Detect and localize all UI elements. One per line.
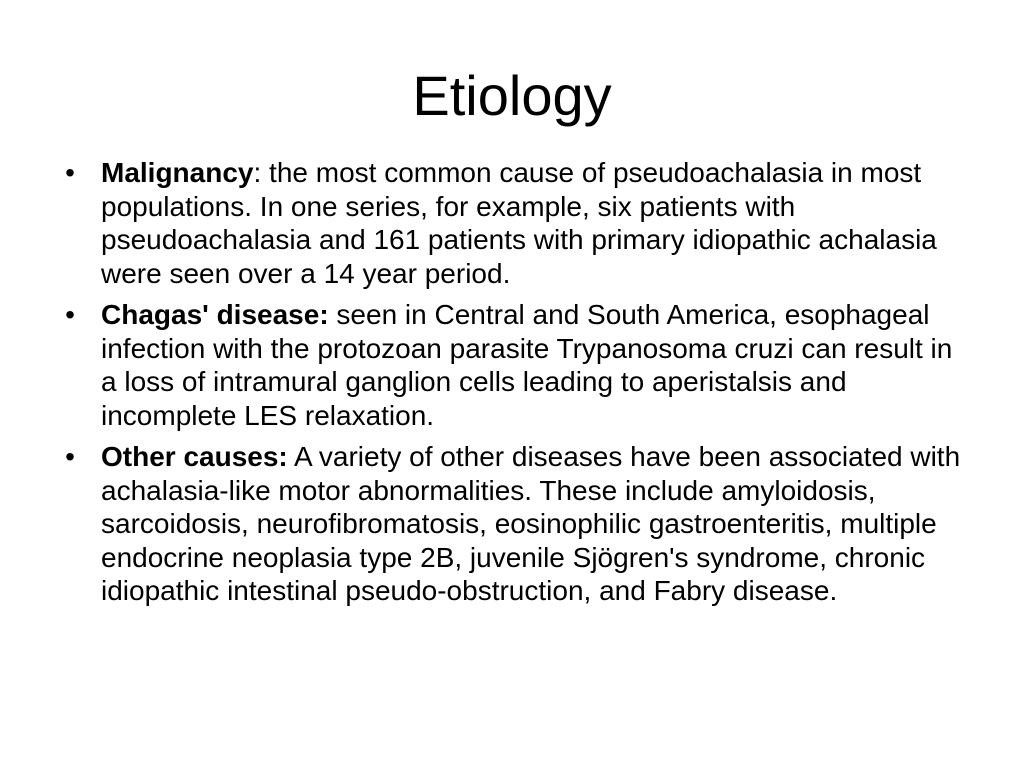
bullet-dot-icon: • xyxy=(65,157,75,188)
bullet-term: Malignancy xyxy=(101,157,254,188)
slide-title: Etiology xyxy=(412,64,612,127)
bullet-text: : the most common cause of pseudoachalasia in most populations. In one series, for example, six patients with pseudoachalasia and 161 patients with primary idiopathic achalasia were seen over a 14 year period. xyxy=(101,157,937,289)
bullet-item-chagas-disease xyxy=(60,298,970,432)
bullet-item-malignancy xyxy=(60,156,970,290)
bullet-term: Other causes: xyxy=(101,441,288,472)
bullet-dot-icon: • xyxy=(65,441,75,472)
bullet-item-other-causes xyxy=(60,440,970,608)
bullet-list xyxy=(60,156,970,616)
bullet-dot-icon: • xyxy=(65,299,75,330)
bullet-text: A variety of other diseases have been associated with achalasia-like motor abnormalities. These include amyloidosis, sarcoidosis, neurofibromatosis, eosinophilic gastroenteritis, multiple endocrine neoplasia type 2B, juvenile Sjögren's syndrome, chronic idiopathic intestinal pseudo-obstruction, and Fabry disease. xyxy=(101,441,961,606)
bullet-term: Chagas' disease: xyxy=(101,299,329,330)
bullet-text: seen in Central and South America, esophageal infection with the protozoan parasite Trypanosoma cruzi can result in a loss of intramural ganglion cells leading to aperistalsis and incomplete LES relaxation. xyxy=(101,299,953,431)
